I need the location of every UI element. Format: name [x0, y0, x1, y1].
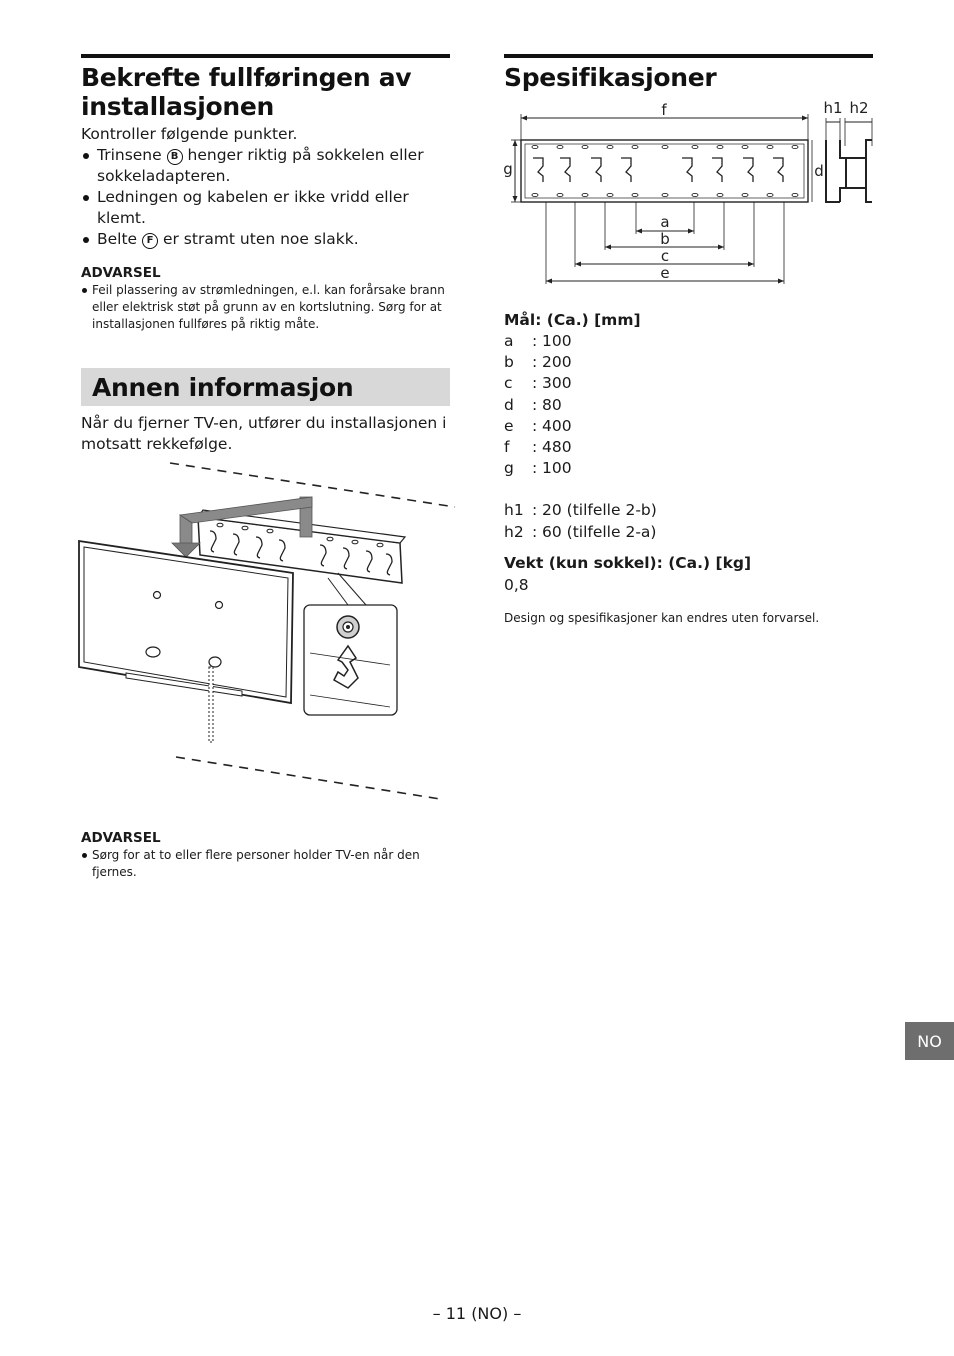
warning-text: Sørg for at to eller flere personer holder TV-en når den fjernes. — [81, 847, 450, 881]
dim-label-h1: h1 — [823, 99, 843, 117]
warning-list — [81, 847, 450, 881]
warning-title: ADVARSEL — [81, 830, 161, 846]
removal-warning — [81, 829, 450, 881]
right-column — [504, 54, 873, 92]
checklist — [81, 145, 450, 250]
tv-panel — [79, 541, 293, 742]
section-title-completion: Bekrefte fullføringen av installasjonen — [81, 63, 412, 121]
section-rule — [81, 54, 450, 58]
spec-row: e : 400 — [504, 416, 572, 435]
removal-text: Når du fjerner TV-en, utfører du installasjonen i motsatt rekkefølge. — [81, 414, 447, 453]
list-item: Ledningen og kabelen er ikke vridd eller klemt. — [81, 187, 450, 229]
dim-label-c: c — [660, 247, 670, 265]
dim-label-a: a — [660, 213, 670, 231]
page-number: – 11 (NO) – — [432, 1304, 522, 1323]
dimensions-header: Mål: (Ca.) [mm] — [504, 311, 641, 329]
warning-title: ADVARSEL — [81, 265, 161, 281]
spec-list — [504, 310, 873, 627]
warning-list — [81, 282, 450, 333]
dim-label-e: e — [660, 264, 670, 282]
section-band-other-info — [81, 368, 450, 406]
part-b-badge: B — [167, 149, 183, 165]
left-column — [81, 54, 450, 455]
section-title-specifications: Spesifikasjoner — [504, 63, 717, 92]
spec-row: f : 480 — [504, 438, 572, 457]
spec-row: a : 100 — [504, 332, 572, 350]
dim-label-f: f — [661, 101, 667, 119]
warning-text: Feil plassering av strømledningen, e.l. kan forårsake brann eller elektrisk støt på grunn av en kortslutning. Sørg for at installasjonen fullføres på riktig måte. — [81, 282, 450, 333]
weight-value: 0,8 — [504, 575, 529, 594]
spec-row: g : 100 — [504, 459, 572, 478]
dim-label-g: g — [503, 160, 513, 178]
dim-label-b: b — [660, 230, 670, 248]
tv-removal-illustration — [70, 455, 460, 815]
intro-text: Kontroller følgende punkter. — [81, 125, 298, 143]
language-tab: NO — [905, 1022, 954, 1060]
dim-label-d: d — [814, 162, 824, 180]
spec-row: d : 80 — [504, 395, 562, 414]
dim-label-h2: h2 — [849, 99, 869, 117]
spec-row: b : 200 — [504, 353, 572, 372]
hook-detail-callout — [304, 573, 397, 715]
list-item: Belte F er stramt uten noe slakk. — [81, 229, 450, 250]
part-f-badge: F — [142, 233, 158, 249]
section-rule — [504, 54, 873, 58]
spec-row: h1 : 20 (tilfelle 2-b) — [504, 501, 657, 520]
list-item: Trinsene B henger riktig på sokkelen eller sokkeladapteren. — [81, 145, 450, 187]
weight-header: Vekt (kun sokkel): (Ca.) [kg] — [504, 553, 752, 572]
section-title-other-info: Annen informasjon — [92, 372, 354, 402]
spec-row: h2 : 60 (tilfelle 2-a) — [504, 522, 657, 541]
dimension-diagram — [500, 96, 880, 286]
spec-note: Design og spesifikasjoner kan endres uten forvarsel. — [504, 610, 820, 625]
spec-row: c : 300 — [504, 374, 572, 393]
